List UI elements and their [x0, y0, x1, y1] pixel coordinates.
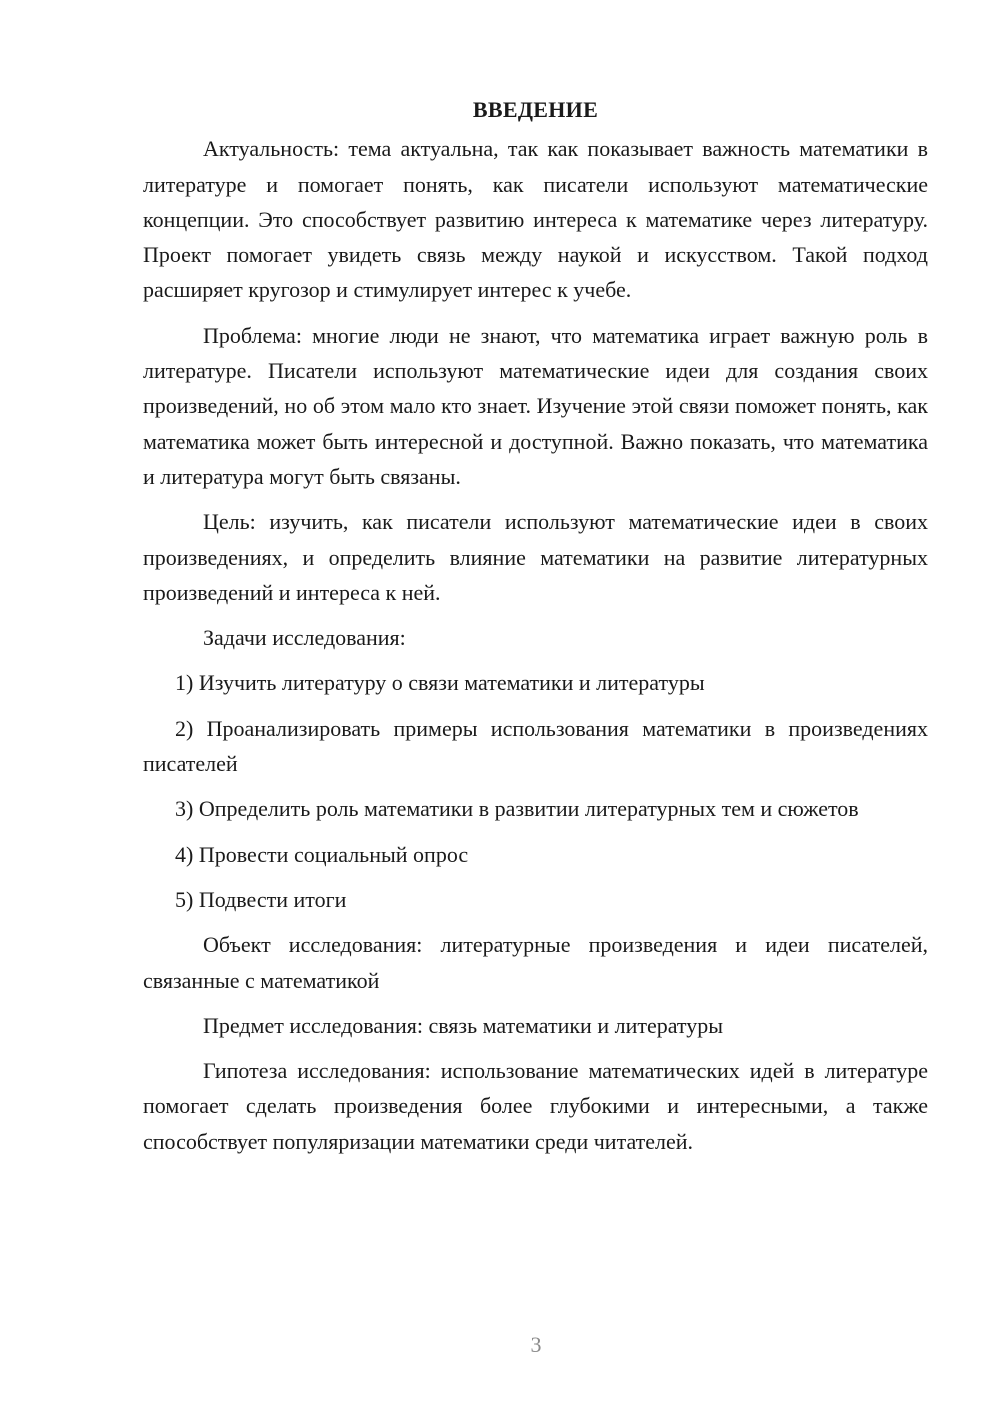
task-item-3: 3) Определить роль математики в развитии литературных тем и сюжетов	[175, 796, 859, 822]
page-number: 3	[530, 1332, 542, 1357]
tasks-heading: Задачи исследования:	[203, 625, 406, 651]
section-title: ВВЕДЕНИЕ	[472, 97, 599, 122]
problem-paragraph: Проблема: многие люди не знают, что математика играет важную роль в литературе. Писатели используют математические идеи для создания своих произведений, но об этом мало кто знает. Изучение этой связи поможет понять, как математика может быть интересной и доступной. Важно показать, что математика и литература могут быть связаны.	[143, 322, 928, 489]
page-content	[143, 92, 928, 1169]
research-subject-paragraph: Предмет исследования: связь математики и литературы	[203, 1012, 724, 1038]
task-item-2: 2) Проанализировать примеры использования математики в произведениях писателей	[143, 715, 928, 777]
task-item-1: 1) Изучить литературу о связи математики и литературы	[175, 670, 705, 696]
relevance-paragraph: Актуальность: тема актуальна, так как показывает важность математики в литературе и помогает понять, как писатели используют математические концепции. Это способствует развитию интереса к математике через литературу. Проект помогает увидеть связь между наукой и искусством. Такой подход расширяет кругозор и стимулирует интерес к учебе.	[143, 136, 928, 303]
goal-paragraph: Цель: изучить, как писатели используют математические идеи в своих произведениях, и определить влияние математики на развитие литературных произведений и интереса к ней.	[143, 509, 928, 605]
task-item-4: 4) Провести социальный опрос	[175, 841, 469, 867]
research-object-paragraph: Объект исследования: литературные произведения и идеи писателей, связанные с математикой	[143, 932, 928, 993]
hypothesis-paragraph: Гипотеза исследования: использование математических идей в литературе помогает сделать произведения более глубокими и интересными, а также способствует популяризации математики среди читателей.	[143, 1058, 928, 1154]
task-item-5: 5) Подвести итоги	[175, 886, 347, 912]
